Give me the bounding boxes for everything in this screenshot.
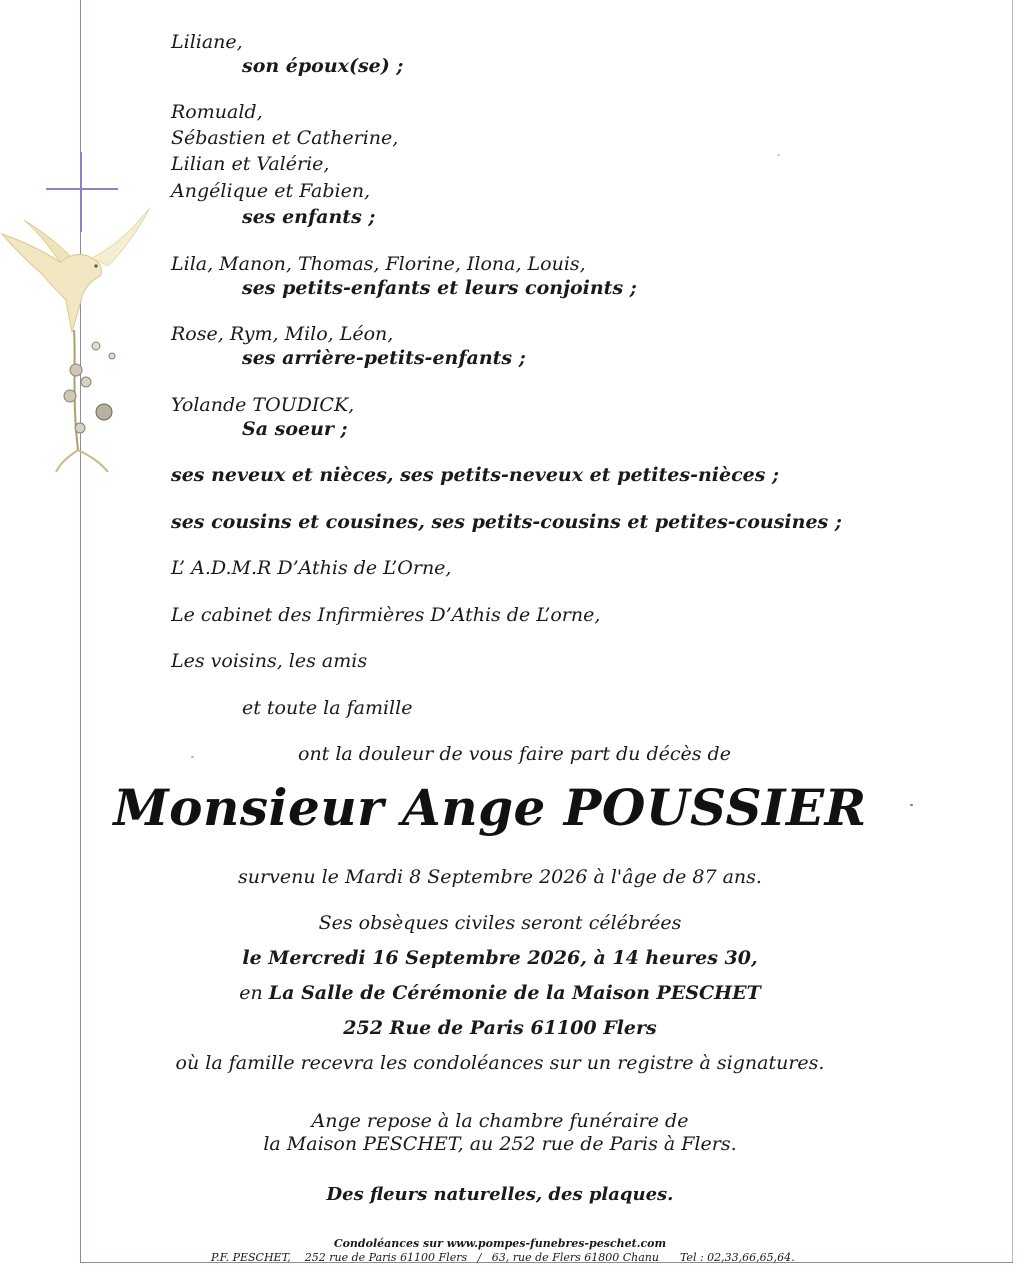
scan-speck bbox=[191, 756, 194, 758]
ceremony-place-prefix: en bbox=[239, 982, 269, 1004]
nurses-line: Le cabinet des Infirmières D’Athis de L’orne, bbox=[171, 604, 601, 626]
child-3: Lilian et Valérie, bbox=[171, 153, 330, 175]
grandchildren-names: Lila, Manon, Thomas, Florine, Ilona, Louis, bbox=[171, 253, 586, 275]
death-info: survenu le Mardi 8 Septembre 2026 à l'âge de 87 ans. bbox=[238, 866, 762, 888]
family-all-line: et toute la famille bbox=[242, 697, 413, 719]
ceremony-date: le Mercredi 16 Septembre 2026, à 14 heures 30, bbox=[242, 947, 758, 969]
deceased-name: Monsieur Ange POUSSIER bbox=[113, 778, 867, 837]
footer-contacts: P.F. PESCHET, 252 rue de Paris 61100 Flers / 63, rue de Flers 61800 Chanu Tel : 02,33,66,65,64. bbox=[211, 1251, 795, 1264]
rest-line-1: Ange repose à la chambre funéraire de bbox=[311, 1110, 689, 1132]
dove-and-flowers-icon bbox=[0, 200, 160, 480]
dove-icon bbox=[2, 208, 150, 332]
great-grandchildren-role: ses arrière-petits-enfants ; bbox=[242, 347, 526, 369]
cross-icon-bar bbox=[46, 188, 118, 190]
ceremony-address: 252 Rue de Paris 61100 Flers bbox=[343, 1017, 657, 1039]
cousins-line: ses cousins et cousines, ses petits-cousins et petites-cousines ; bbox=[171, 511, 842, 533]
rest-line-2: la Maison PESCHET, au 252 rue de Paris à Flers. bbox=[263, 1133, 737, 1155]
child-1: Romuald, bbox=[171, 101, 263, 123]
spouse-name: Liliane, bbox=[171, 31, 243, 53]
sister-name: Yolande TOUDICK, bbox=[171, 394, 355, 416]
page-frame-right bbox=[1012, 0, 1013, 1262]
admr-line: L’ A.D.M.R D’Athis de L’Orne, bbox=[171, 557, 452, 579]
neighbors-line: Les voisins, les amis bbox=[171, 650, 368, 672]
spouse-role: son époux(se) ; bbox=[242, 55, 404, 77]
footer-condolences-web: Condoléances sur www.pompes-funebres-peschet.com bbox=[333, 1237, 667, 1250]
grandchildren-role: ses petits-enfants et leurs conjoints ; bbox=[242, 277, 637, 299]
flowers-note: Des fleurs naturelles, des plaques. bbox=[326, 1184, 674, 1205]
sister-role: Sa soeur ; bbox=[242, 418, 348, 440]
great-grandchildren-names: Rose, Rym, Milo, Léon, bbox=[171, 323, 394, 345]
nephews-line: ses neveux et nièces, ses petits-neveux et petites-nièces ; bbox=[171, 464, 780, 486]
condolences-note: où la famille recevra les condoléances sur un registre à signatures. bbox=[175, 1052, 825, 1074]
children-role: ses enfants ; bbox=[242, 206, 376, 228]
scan-speck bbox=[910, 804, 913, 806]
announcement-intro: ont la douleur de vous faire part du décès de bbox=[298, 743, 731, 765]
ceremony-place: La Salle de Cérémonie de la Maison PESCHET bbox=[268, 982, 761, 1004]
ceremony-intro: Ses obsèques civiles seront célébrées bbox=[318, 912, 682, 934]
child-2: Sébastien et Catherine, bbox=[171, 127, 399, 149]
scan-speck bbox=[777, 154, 780, 156]
child-4: Angélique et Fabien, bbox=[171, 180, 371, 202]
ceremony-place-line bbox=[50, 984, 950, 1003]
flower-sprig-icon bbox=[56, 330, 115, 472]
